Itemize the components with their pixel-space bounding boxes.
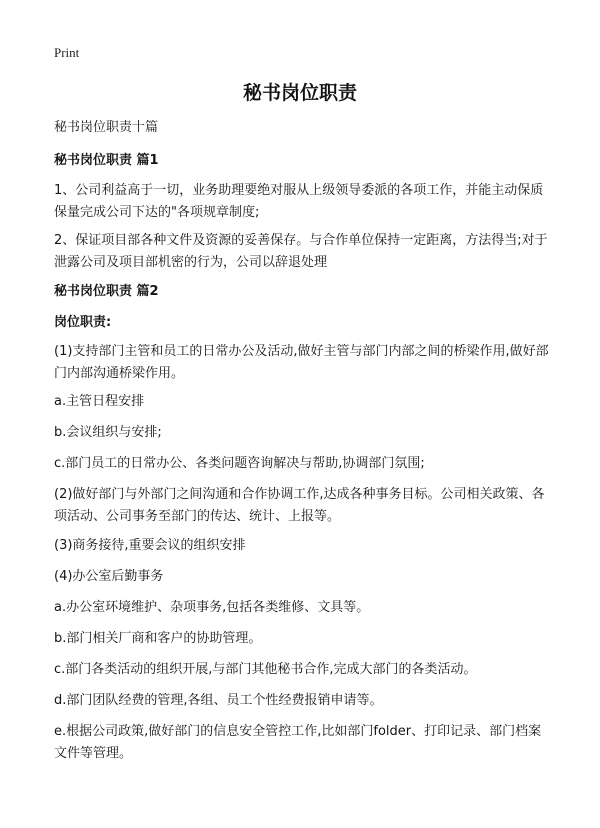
list-item: a.主管日程安排 [54, 394, 145, 409]
page-title: 秘书岗位职责 [242, 82, 357, 104]
list-item: a.办公室环境维护、杂项事务,包括各类维修、文具等。 [54, 600, 370, 615]
list-item: b.会议组织与安排; [54, 425, 162, 440]
list-item: b.部门相关厂商和客户的协助管理。 [54, 631, 262, 646]
list-item: (4)办公室后勤事务 [54, 569, 164, 584]
list-item: c.部门各类活动的组织开展,与部门其他秘书合作,完成大部门的各类活动。 [54, 662, 477, 677]
paragraph: (1)支持部门主管和员工的日常办公及活动,做好主管与部门内部之间的桥梁作用,做好部门内部沟通桥梁作用。 [54, 344, 549, 381]
list-item: c.部门员工的日常办公、各类问题咨询解决与帮助,协调部门氛围; [54, 456, 425, 471]
list-item: d.部门团队经费的管理,各组、员工个性经费报销申请等。 [54, 693, 383, 708]
paragraph: (2)做好部门与外部门之间沟通和合作协调工作,达成各种事务目标。公司相关政策、各项活动、公司事务至部门的传达、统计、上报等。 [54, 487, 545, 524]
section-heading-2: 秘书岗位职责 篇2 [54, 284, 159, 299]
section-heading-1: 秘书岗位职责 篇1 [54, 153, 159, 168]
document-subtitle: 秘书岗位职责十篇 [54, 120, 159, 135]
paragraph: e.根据公司政策,做好部门的信息安全管控工作,比如部门folder、打印记录、部门档案文件等管理。 [54, 724, 542, 761]
paragraph: 1、公司利益高于一切，业务助理要绝对服从上级领导委派的各项工作，并能主动保质保量完成公司下达的"各项规章制度; [54, 183, 544, 220]
print-label: Print [54, 45, 80, 60]
list-item: (3)商务接待,重要会议的组织安排 [54, 538, 246, 553]
duties-label: 岗位职责: [54, 315, 112, 330]
paragraph: 2、保证项目部各种文件及资源的妥善保存。与合作单位保持一定距离，方法得当;对于泄露公司及项目部机密的行为，公司以辞退处理 [54, 233, 548, 270]
